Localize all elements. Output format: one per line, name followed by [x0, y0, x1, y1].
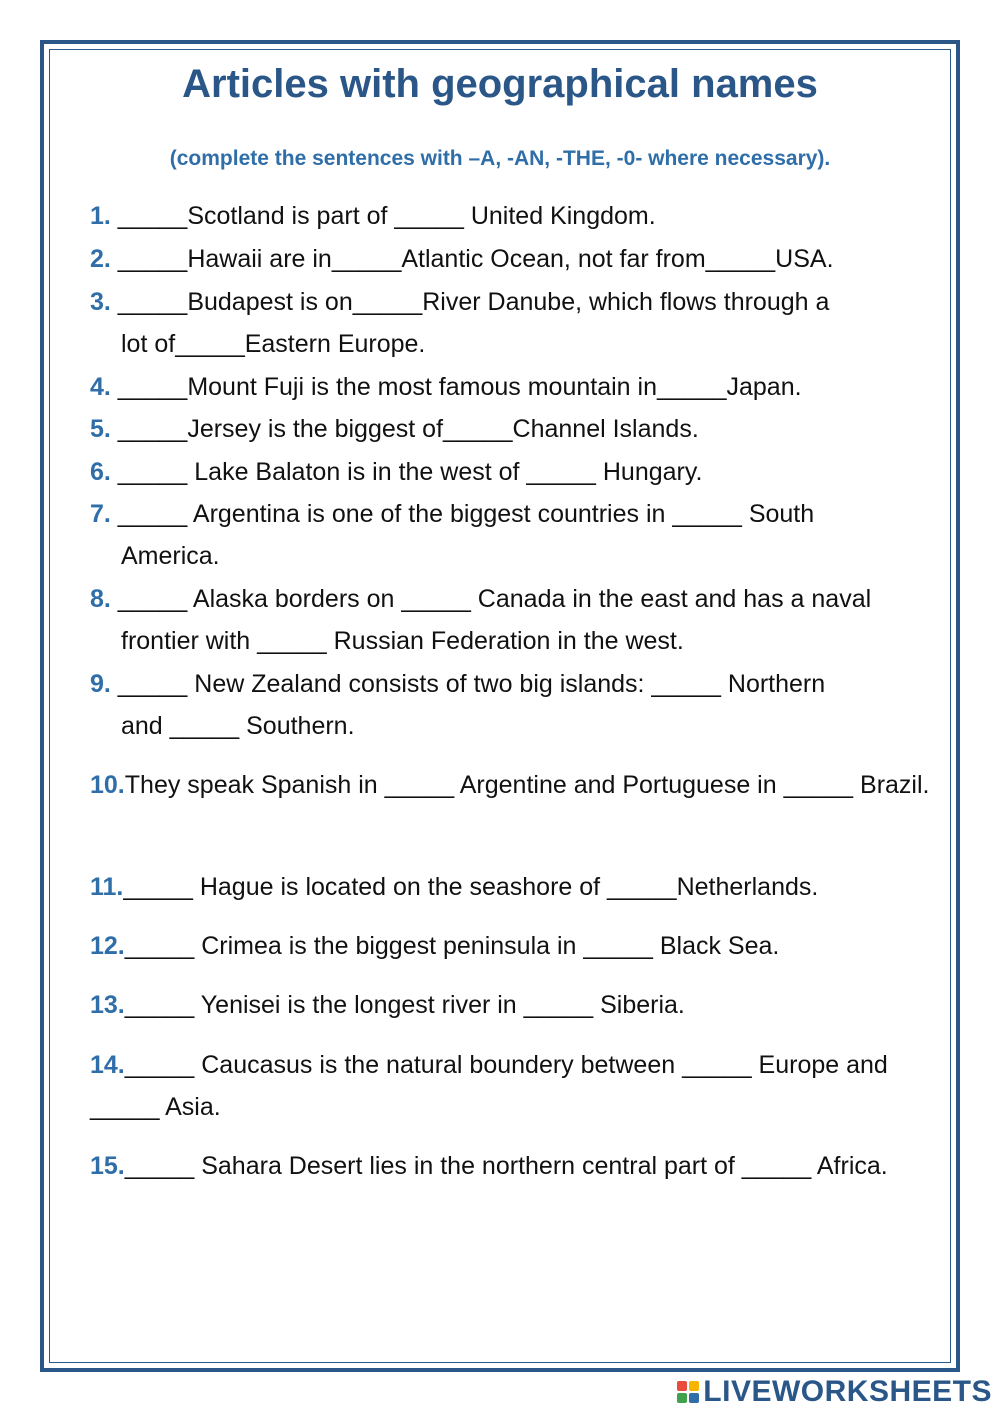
exercise-item-3[interactable]: 3. _____Budapest is on_____River Danube, which flows through a lot of_____Eastern Europe. — [90, 288, 830, 358]
exercise-item-2[interactable]: 2. _____Hawaii are in_____Atlantic Ocean, not far from_____USA. — [90, 245, 834, 273]
exercise-item-12[interactable]: 12._____ Crimea is the biggest peninsula in _____ Black Sea. — [90, 932, 780, 960]
liveworksheets-footer[interactable] — [677, 1375, 992, 1409]
exercise-item-11[interactable]: 11._____ Hague is located on the seashore of _____Netherlands. — [90, 873, 819, 901]
exercise-item-14[interactable]: 14._____ Caucasus is the natural boundery between _____ Europe and _____ Asia. — [90, 1051, 888, 1121]
exercise-item-15[interactable]: 15._____ Sahara Desert lies in the northern central part of _____ Africa. — [90, 1152, 888, 1180]
exercise-item-1[interactable]: 1. _____Scotland is part of _____ United Kingdom. — [90, 202, 656, 230]
worksheet-title: Articles with geographical names — [182, 62, 818, 106]
liveworksheets-logo-icon — [677, 1381, 699, 1403]
exercise-item-6[interactable]: 6. _____ Lake Balaton is in the west of _____ Hungary. — [90, 458, 703, 486]
exercise-item-10[interactable]: 10.They speak Spanish in _____ Argentine and Portuguese in _____ Brazil. — [90, 771, 930, 799]
exercise-item-8[interactable]: 8. _____ Alaska borders on _____ Canada in the east and has a naval frontier with _____ Russian Federation in the west. — [90, 585, 872, 655]
exercise-item-5[interactable]: 5. _____Jersey is the biggest of_____Channel Islands. — [90, 415, 699, 443]
brand-text: LIVEWORKSHEETS — [703, 1375, 992, 1408]
exercise-item-7[interactable]: 7. _____ Argentina is one of the biggest countries in _____ South America. — [90, 500, 815, 570]
exercise-item-13[interactable]: 13._____ Yenisei is the longest river in _____ Siberia. — [90, 991, 685, 1019]
exercise-item-9[interactable]: 9. _____ New Zealand consists of two big islands: _____ Northern and _____ Southern. — [90, 670, 826, 740]
worksheet-instructions: (complete the sentences with –A, -AN, -THE, -0- where necessary). — [169, 147, 831, 170]
exercise-item-4[interactable]: 4. _____Mount Fuji is the most famous mountain in_____Japan. — [90, 373, 802, 401]
